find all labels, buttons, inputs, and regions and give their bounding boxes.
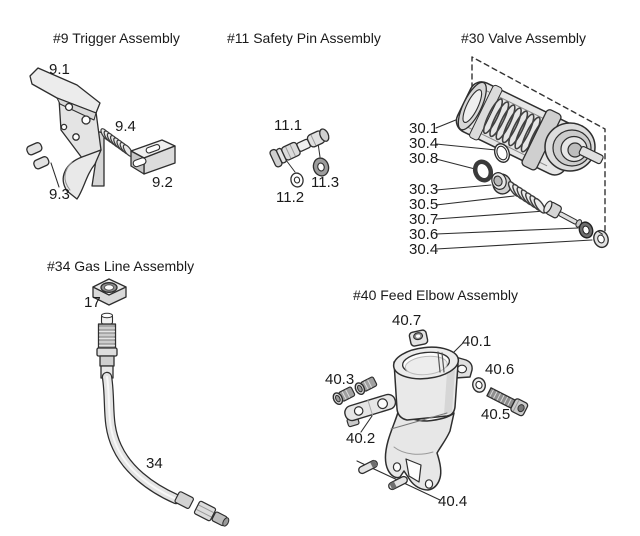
trigger-art: [30, 68, 104, 199]
part-label-40-6: 40.6: [485, 361, 515, 378]
washer-11-2-art: [289, 172, 304, 189]
title-trigger-assembly: #9 Trigger Assembly: [53, 30, 180, 46]
part-label-30-1: 30.1: [409, 120, 439, 137]
part-label-30-6: 30.6: [409, 226, 439, 243]
gas-line-art: [93, 279, 230, 528]
part-label-40-4: 40.4: [438, 493, 468, 510]
part-label-30-5: 30.5: [409, 196, 439, 213]
spring-30-5-art: [507, 180, 548, 214]
nut-40-7-art: [409, 329, 429, 346]
part-label-40-3: 40.3: [325, 371, 355, 388]
title-safety-pin-assembly: #11 Safety Pin Assembly: [227, 30, 381, 46]
hose-34-art: [107, 377, 176, 499]
hose-end-fitting-art: [174, 491, 230, 527]
part-label-34: 34: [146, 455, 163, 472]
part-label-9-1: 9.1: [49, 61, 70, 78]
title-feed-elbow-assembly: #40 Feed Elbow Assembly: [353, 287, 518, 303]
trigger-shoe-art: [131, 140, 175, 174]
elbow-body-40-1-art: [385, 344, 472, 490]
title-gas-line-assembly: #34 Gas Line Assembly: [47, 258, 195, 274]
valve-stem-30-7-art: [542, 200, 584, 230]
part-label-9-3: 9.3: [49, 186, 70, 203]
washer-40-6-art: [471, 377, 487, 394]
part-label-11-3: 11.3: [311, 174, 340, 191]
part-label-17: 17: [84, 294, 101, 311]
washer-30-4b-art: [592, 229, 611, 250]
part-label-11-2: 11.2: [276, 189, 305, 206]
part-label-40-7: 40.7: [392, 312, 422, 329]
part-label-40-2: 40.2: [346, 430, 376, 447]
trigger-pins-art: [26, 142, 59, 187]
part-label-30-7: 30.7: [409, 211, 439, 228]
title-valve-assembly: #30 Valve Assembly: [461, 30, 587, 46]
part-label-30-3: 30.3: [409, 181, 439, 198]
part-label-9-4: 9.4: [115, 118, 136, 135]
part-label-30-8: 30.8: [409, 150, 439, 167]
oring-30-8-art: [472, 159, 493, 182]
part-label-40-5: 40.5: [481, 406, 511, 423]
part-label-30-4: 30.4: [409, 135, 439, 152]
part-label-9-2: 9.2: [152, 174, 173, 191]
part-label-11-1: 11.1: [274, 117, 303, 134]
part-label-30-4b: 30.4: [409, 241, 439, 258]
part-label-40-1: 40.1: [462, 333, 492, 350]
gas-line-fitting-art: [97, 313, 117, 378]
